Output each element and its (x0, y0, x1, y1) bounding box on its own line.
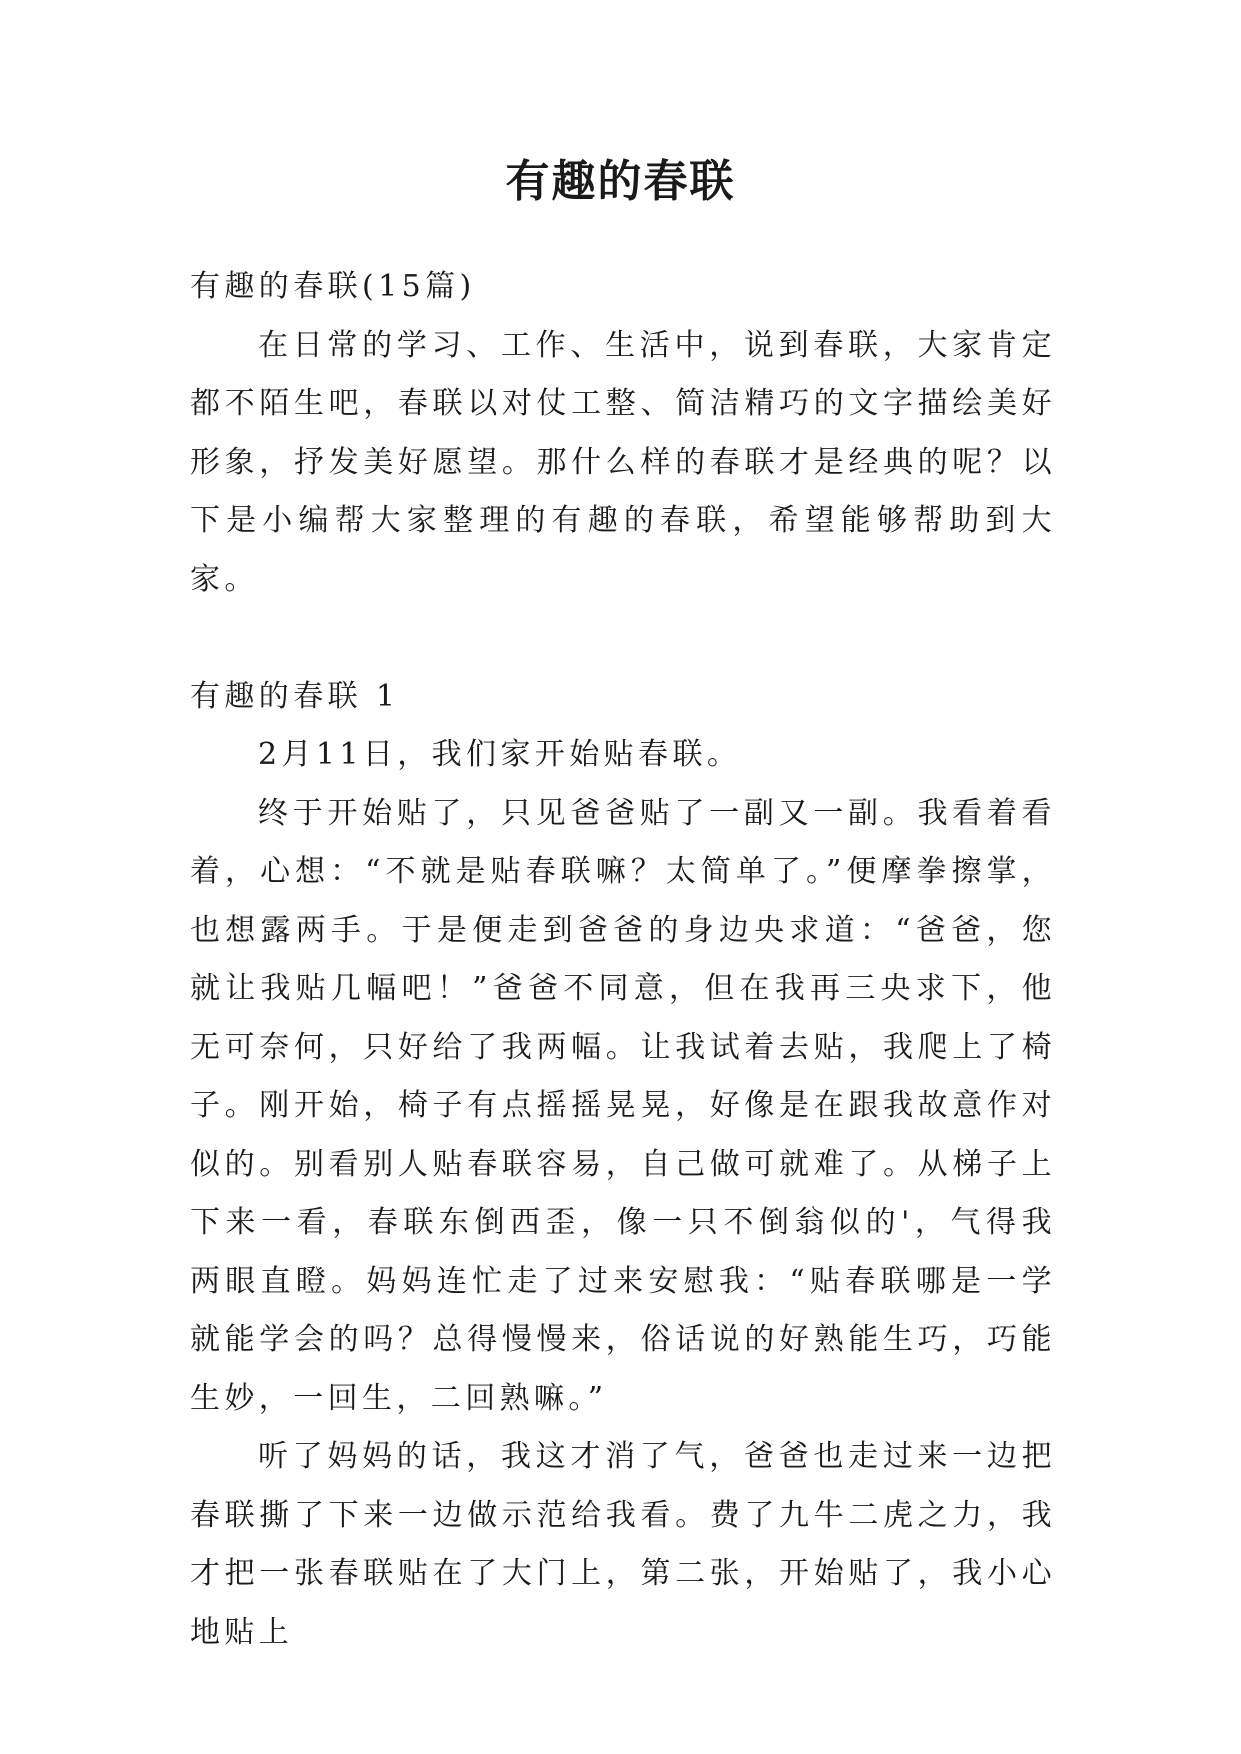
body-paragraph: 2月11日，我们家开始贴春联。 (258, 737, 742, 772)
document-subtitle: 有趣的春联(15篇) (190, 269, 476, 304)
intro-paragraph: 在日常的学习、工作、生活中，说到春联，大家肯定都不陌生吧，春联以对仗工整、简洁精巧的文字描绘美好形象，抒发美好愿望。那什么样的春联才是经典的呢？以下是小编帮大家整理的有趣的春联，希望能够帮助到大家。 (190, 327, 1056, 597)
document-body (190, 258, 1056, 1662)
document-title: 有趣的春联 (505, 156, 736, 207)
body-paragraph: 听了妈妈的话，我这才消了气，爸爸也走过来一边把春联撕了下来一边做示范给我看。费了九牛二虎之力，我才把一张春联贴在了大门上，第二张，开始贴了，我小心地贴上 (190, 1439, 1056, 1650)
body-paragraph: 终于开始贴了，只见爸爸贴了一副又一副。我看着看着，心想：“不就是贴春联嘛？太简单了。”便摩拳擦掌，也想露两手。于是便走到爸爸的身边央求道：“爸爸，您就让我贴几幅吧！”爸爸不同意，但在我再三央求下，他无可奈何，只好给了我两幅。让我试着去贴，我爬上了椅子。刚开始，椅子有点摇摇晃晃，好像是在跟我故意作对似的。别看别人贴春联容易，自己做可就难了。从梯子上下来一看，春联东倒西歪，像一只不倒翁似的'，气得我两眼直瞪。妈妈连忙走了过来安慰我：“贴春联哪是一学就能学会的吗？总得慢慢来，俗话说的好熟能生巧，巧能生妙，一回生，二回熟嘛。” (190, 795, 1056, 1416)
section-spacer (190, 609, 1056, 668)
section-heading: 有趣的春联 1 (190, 678, 400, 714)
